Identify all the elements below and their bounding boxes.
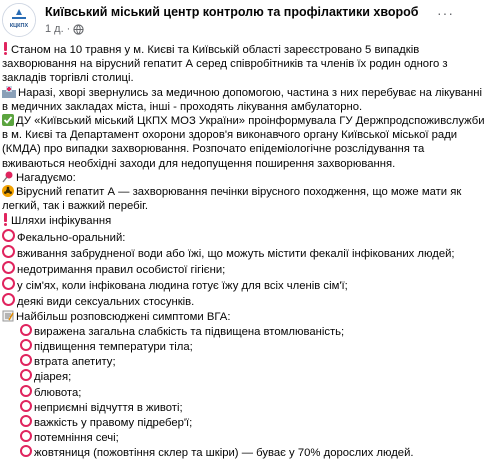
list-item	[2, 277, 454, 293]
more-options-button[interactable]: ···	[437, 5, 454, 21]
paragraph-line: в м. Києві та Департамент охорони здоров'я виконавчого органу Київської міської ради	[2, 129, 458, 142]
paragraph-line: (КМДА) про випадки захворювання. Розпочато епідеміологічне розслідування та	[2, 143, 425, 156]
red-circle-icon	[20, 369, 32, 381]
list-item	[2, 245, 454, 261]
text: потемніння сечі;	[34, 432, 119, 445]
text: Вірусний гепатит А — захворювання печінки вірусного походження, що може мати як	[16, 186, 462, 199]
text: жовтяниця (пожовтіння склер та шкіри) — буває у 70% дорослих людей.	[34, 447, 414, 460]
red-circle-icon	[20, 445, 32, 457]
list-item	[2, 229, 454, 245]
paragraph-line	[2, 86, 482, 100]
post-header	[0, 0, 460, 40]
text: діарея;	[34, 371, 72, 384]
red-circle-icon	[20, 385, 32, 397]
paragraph-line	[2, 213, 454, 228]
list-item	[2, 385, 454, 400]
paragraph-line: захворювання на вірусний гепатит А серед співробітників та членів їх родин одного з	[2, 58, 448, 71]
hospital-icon	[2, 86, 16, 98]
text: блювота;	[34, 386, 82, 399]
exclamation-icon	[2, 42, 9, 55]
text: Найбільш розповсюджені симптоми ВГА:	[16, 310, 231, 323]
pushpin-icon	[2, 171, 14, 183]
text: неприємні відчуття в животі;	[34, 401, 183, 414]
red-circle-icon	[20, 415, 32, 427]
check-box-icon	[2, 114, 14, 126]
text: Нагадуємо:	[16, 171, 76, 184]
list-item	[2, 324, 454, 339]
text: Фекально-оральний:	[17, 231, 126, 244]
paragraph-line	[2, 42, 454, 57]
avatar-text: КЦКПХ	[9, 23, 29, 29]
exclamation-icon	[2, 213, 9, 226]
list-item	[2, 369, 454, 384]
globe-icon	[73, 24, 84, 35]
paragraph-line: легкий, так і важкий перебіг.	[2, 200, 149, 213]
red-circle-icon	[2, 293, 15, 306]
page-avatar[interactable]	[2, 3, 36, 37]
paragraph-line	[2, 171, 454, 185]
meta-separator: ·	[66, 23, 71, 35]
text: виражена загальна слабкість та підвищена втомлюваність;	[34, 325, 345, 338]
red-circle-icon	[2, 277, 15, 290]
text: важкість у правому підребер'ї;	[34, 417, 193, 430]
paragraph-line: в медичних закладах міста, інші - проходять лікування амбулаторно.	[2, 100, 363, 113]
list-item	[2, 430, 454, 445]
text: втрата апетиту;	[34, 356, 116, 369]
list-item	[2, 400, 454, 415]
post-meta	[45, 23, 84, 35]
text: деякі види сексуальних стосунків.	[17, 296, 195, 309]
post-date[interactable]: 1 д.	[45, 23, 64, 35]
list-item	[2, 261, 454, 277]
biohazard-icon	[2, 185, 14, 197]
paragraph-line: закладів торгівлі столиці.	[2, 72, 134, 85]
text: Шляхи інфікування	[11, 215, 112, 228]
text: вживання забрудненої води або їжі, що можуть містити фекалії інфікованих людей;	[17, 247, 455, 260]
list-item	[2, 293, 454, 309]
paragraph-line	[2, 185, 462, 199]
list-item	[2, 445, 454, 460]
list-item	[2, 415, 454, 430]
red-circle-icon	[20, 400, 32, 412]
paragraph-line: вживаються необхідні заходи для недопущення поширення захворювання.	[2, 157, 396, 170]
text: Наразі, хворі звернулись за медичною допомогою, частина з них перебуває на лікуванні	[18, 86, 482, 99]
red-circle-icon	[20, 339, 32, 351]
red-circle-icon	[20, 324, 32, 336]
text: Станом на 10 травня у м. Києві та Київській області зареєстровано 5 випадків	[11, 44, 420, 56]
red-circle-icon	[20, 354, 32, 366]
text: недотримання правил особистої гігієни;	[17, 264, 226, 277]
list-item	[2, 354, 454, 369]
text: ДУ «Київський міський ЦКПХ МОЗ України» проінформувала ГУ Держпродспоживслужби	[16, 115, 485, 128]
paragraph-line	[2, 310, 454, 324]
red-circle-icon	[20, 430, 32, 442]
red-circle-icon	[2, 245, 15, 258]
memo-icon	[2, 310, 14, 322]
text: у сім'ях, коли інфікована людина готує їжу для всіх членів сім'ї;	[17, 280, 348, 293]
paragraph-line	[2, 114, 485, 128]
page-name[interactable]: Київський міський центр контролю та профілактики хвороб	[45, 5, 419, 19]
red-circle-icon	[2, 261, 15, 274]
post-text	[2, 42, 485, 461]
text: підвищення температури тіла;	[34, 341, 193, 354]
list-item	[2, 339, 454, 354]
red-circle-icon	[2, 229, 15, 242]
